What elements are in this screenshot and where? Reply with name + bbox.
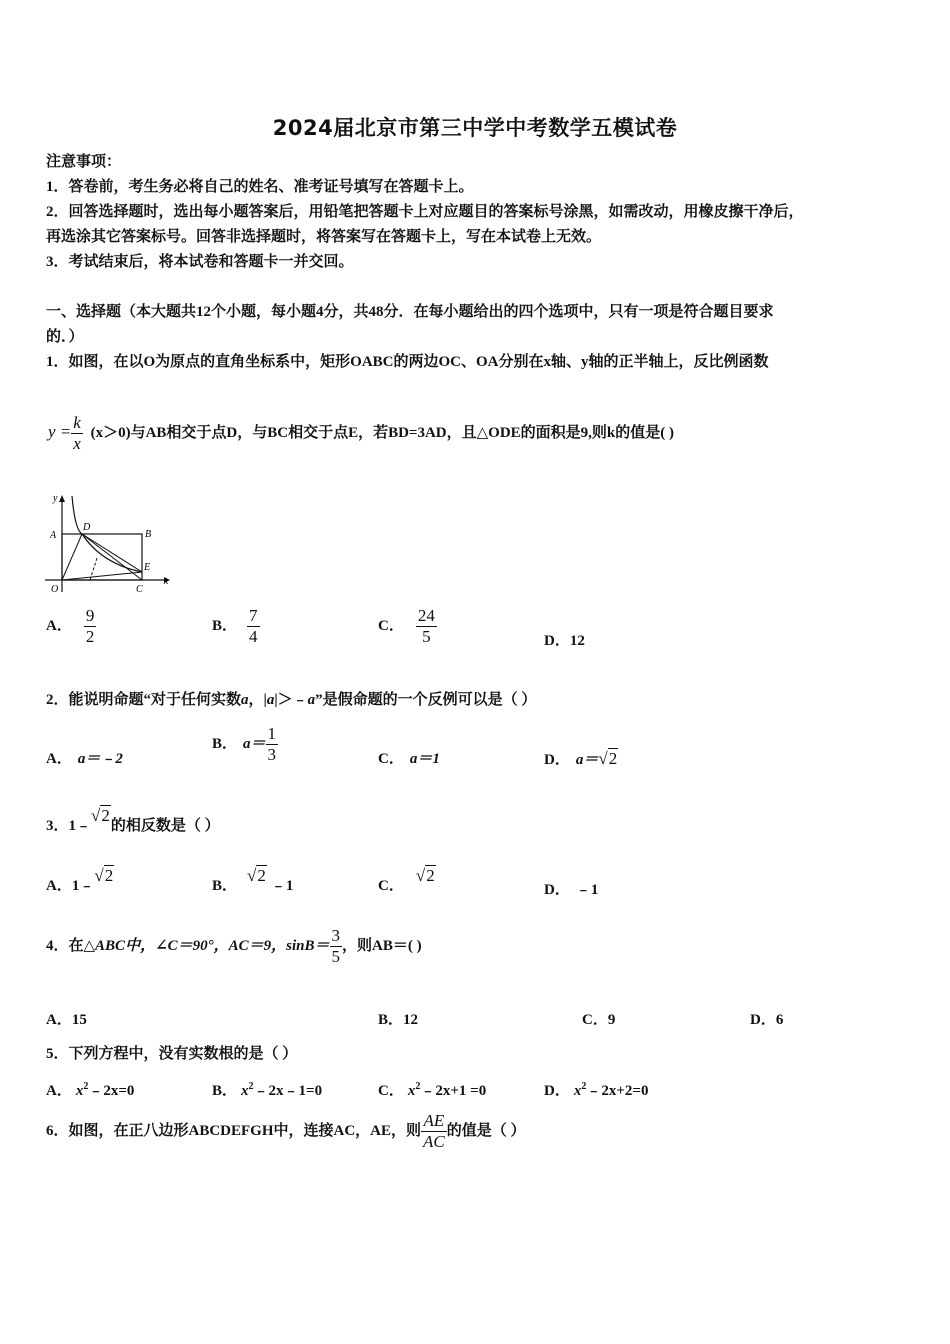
q1-figure [42,488,172,596]
label-A: A [50,530,57,541]
frac-num: 1 [267,724,277,743]
option-label: A． [46,878,72,894]
q5-option-c[interactable] [378,1077,486,1101]
section-header-line2: 的．） [46,329,84,345]
q4-text-c: ，则AB＝( ) [342,937,422,954]
option-fraction [416,606,437,647]
option-prefix: a＝ [243,735,266,752]
q1-option-b[interactable] [212,606,260,647]
q2-var: a [266,692,275,708]
option-sup: 2 [83,1081,89,1092]
q6-fraction [421,1111,447,1152]
option-fraction [84,606,97,647]
q1-formula-den: x [73,434,81,453]
q3-prefix: 3．1﹣ [46,818,92,834]
q6-text-a: 6．如图，在正八边形ABCDEFGH中，连接AC，AE，则 [46,1122,422,1139]
label-E: E [144,562,151,573]
option-label: B． [212,1083,238,1099]
option-value: a＝1 [409,751,440,767]
frac-den: 5 [331,947,341,966]
option-value: 12 [403,1012,419,1028]
option-label: D． [544,1083,570,1099]
q1-option-d[interactable] [544,631,585,651]
notice-item: 再选涂其它答案标号。回答非选择题时，将答案写在答题卡上，写在本试卷上无效。 [46,229,602,245]
option-var: x [241,1083,249,1099]
option-sup: 2 [415,1081,421,1092]
label-D: D [83,522,91,533]
option-label: D． [750,1012,776,1028]
q6-text [46,1111,526,1152]
option-label: D． [544,752,570,768]
notice-item: 2．回答选择题时，选出每小题答案后，用铅笔把答题卡上对应题目的答案标号涂黑，如需改动，用橡皮擦干净后， [46,204,804,220]
option-rest: ﹣2x=0 [88,1083,135,1099]
sqrt-symbol: √2 [598,749,618,768]
option-label: B． [212,878,238,894]
q1-formula-num: k [73,413,81,432]
notice-heading: 注意事项： [46,154,122,170]
option-fraction [247,606,260,647]
option-value: 12 [569,633,585,649]
notice-item: 3．考试结束后，将本试卷和答题卡一并交回。 [46,254,354,270]
q2-text-a: 2．能说明命题“对于任何实数 [46,692,242,708]
q2-var: a [307,692,316,708]
option-rest: ﹣2x﹣1=0 [253,1083,323,1099]
q4-option-d[interactable] [750,1010,783,1030]
option-value: 9 [607,1012,616,1028]
q4-fraction [330,926,343,967]
frac-den: 5 [422,627,431,646]
option-label: B． [378,1012,404,1028]
notice-item: 1．答卷前，考生务必将自己的姓名、准考证号填写在答题卡上。 [46,179,474,195]
label-O: O [51,584,59,595]
q4-option-a[interactable] [46,1010,87,1030]
option-label: A． [46,1083,72,1099]
q1-option-c[interactable] [378,606,437,647]
q3-option-b[interactable] [212,866,294,896]
q3-option-a[interactable] [46,866,114,896]
frac-den: AC [423,1132,445,1151]
q2-text-b: ，| [248,692,267,708]
radicand: 2 [426,866,435,885]
option-label: C． [582,1012,608,1028]
segment-DE [82,534,142,572]
option-label: C． [378,751,404,767]
section-header-line1: 一、选择题（本大题共12个小题，每小题4分，共48分．在每小题给出的四个选项中，只有一项是符合题目要求 [46,304,774,320]
q4-option-b[interactable] [378,1010,418,1030]
q3-option-d[interactable] [544,880,598,900]
q2-option-c[interactable] [378,749,440,769]
option-var: x [75,1083,84,1099]
option-pre: 1﹣ [71,878,95,894]
option-rest: ﹣2x+1 =0 [420,1083,487,1099]
q4-text-a: 4．在 [46,937,84,954]
q2-var: a [241,692,249,708]
option-label: C． [378,617,404,634]
option-label: C． [378,1083,404,1099]
label-B: B [145,529,152,540]
option-value: 15 [71,1012,87,1028]
sqrt-symbol: √2 [94,866,114,885]
option-label: A． [46,751,72,767]
option-label: A． [46,617,72,634]
sqrt-symbol: √2 [91,806,110,825]
option-rest: ﹣2x+2=0 [586,1083,649,1099]
frac-den: 2 [85,627,95,646]
option-label: A． [46,1012,72,1028]
q4-text-b: △ABC中，∠C＝90°，AC＝9，sinB＝ [83,937,330,954]
q2-option-d[interactable] [544,749,618,770]
option-label: B． [212,617,238,634]
radicand: 2 [257,866,266,885]
q1-text: 1．如图，在以O为原点的直角坐标系中，矩形OABC的两边OC、OA分别在x轴、y轴的正半轴上，反比例函数 [46,354,769,370]
option-value: a＝﹣2 [77,751,123,767]
frac-num: 24 [417,606,435,625]
label-x: x [164,576,169,587]
q1-formula-fraction [71,413,83,454]
segment-OD [62,534,82,580]
segment-OE [62,572,142,580]
q2-text-d: ”是假命题的一个反例可以是（ ） [315,692,537,708]
q1-formula-lhs: y = [48,421,72,441]
radicand: 2 [104,866,114,885]
option-fraction [266,724,279,765]
option-prefix: a＝ [575,752,599,768]
q3-text-rest: 的相反数是（ ） [110,818,220,834]
option-var: x [407,1083,416,1099]
frac-den: 4 [249,627,258,646]
option-sup: 2 [581,1081,587,1092]
option-value: 6 [775,1012,784,1028]
q5-text: 5．下列方程中，没有实数根的是（ ） [46,1046,298,1062]
option-label: B． [212,735,238,752]
q4-option-c[interactable] [582,1010,615,1030]
y-axis-arrow [59,495,65,502]
q3-option-c[interactable] [378,866,436,896]
page-title: 2024届北京市第三中学中考数学五模试卷 [272,116,678,140]
q2-option-b[interactable] [212,724,278,765]
q1-text-cont: (x＞0)与AB相交于点D，与BC相交于点E，若BD=3AD，且△ODE的面积是9,则k的值是( ) [90,424,675,441]
q5-option-d[interactable] [544,1077,648,1101]
option-post: ﹣1 [270,878,294,894]
q3-text [46,806,220,836]
option-sup: 2 [248,1081,254,1092]
label-C: C [136,584,143,595]
q1-formula-line [48,413,674,454]
sqrt-symbol: √2 [247,866,266,885]
sqrt-symbol: √2 [415,866,435,885]
q2-text-c: |＞﹣ [274,692,308,708]
frac-den: 3 [267,745,277,764]
frac-num: AE [421,1111,447,1132]
frac-num: 9 [85,606,95,625]
q5-option-a[interactable] [46,1077,134,1101]
q6-text-b: 的值是（ ） [446,1122,526,1139]
frac-num: 7 [249,606,258,625]
q1-option-a[interactable] [46,606,96,647]
frac-num: 3 [331,926,341,945]
option-label: D． [544,633,570,649]
segment-DC [82,534,142,580]
option-label: C． [378,878,404,894]
label-y: y [53,493,58,504]
q5-option-b[interactable] [212,1077,322,1101]
option-var: x [573,1083,582,1099]
option-label: D． [544,882,570,898]
q2-text [46,690,536,710]
q4-text [46,926,422,967]
q2-option-a[interactable] [46,749,123,769]
radicand: 2 [608,749,618,768]
radicand: 2 [101,806,110,825]
option-value: ﹣1 [575,882,599,898]
